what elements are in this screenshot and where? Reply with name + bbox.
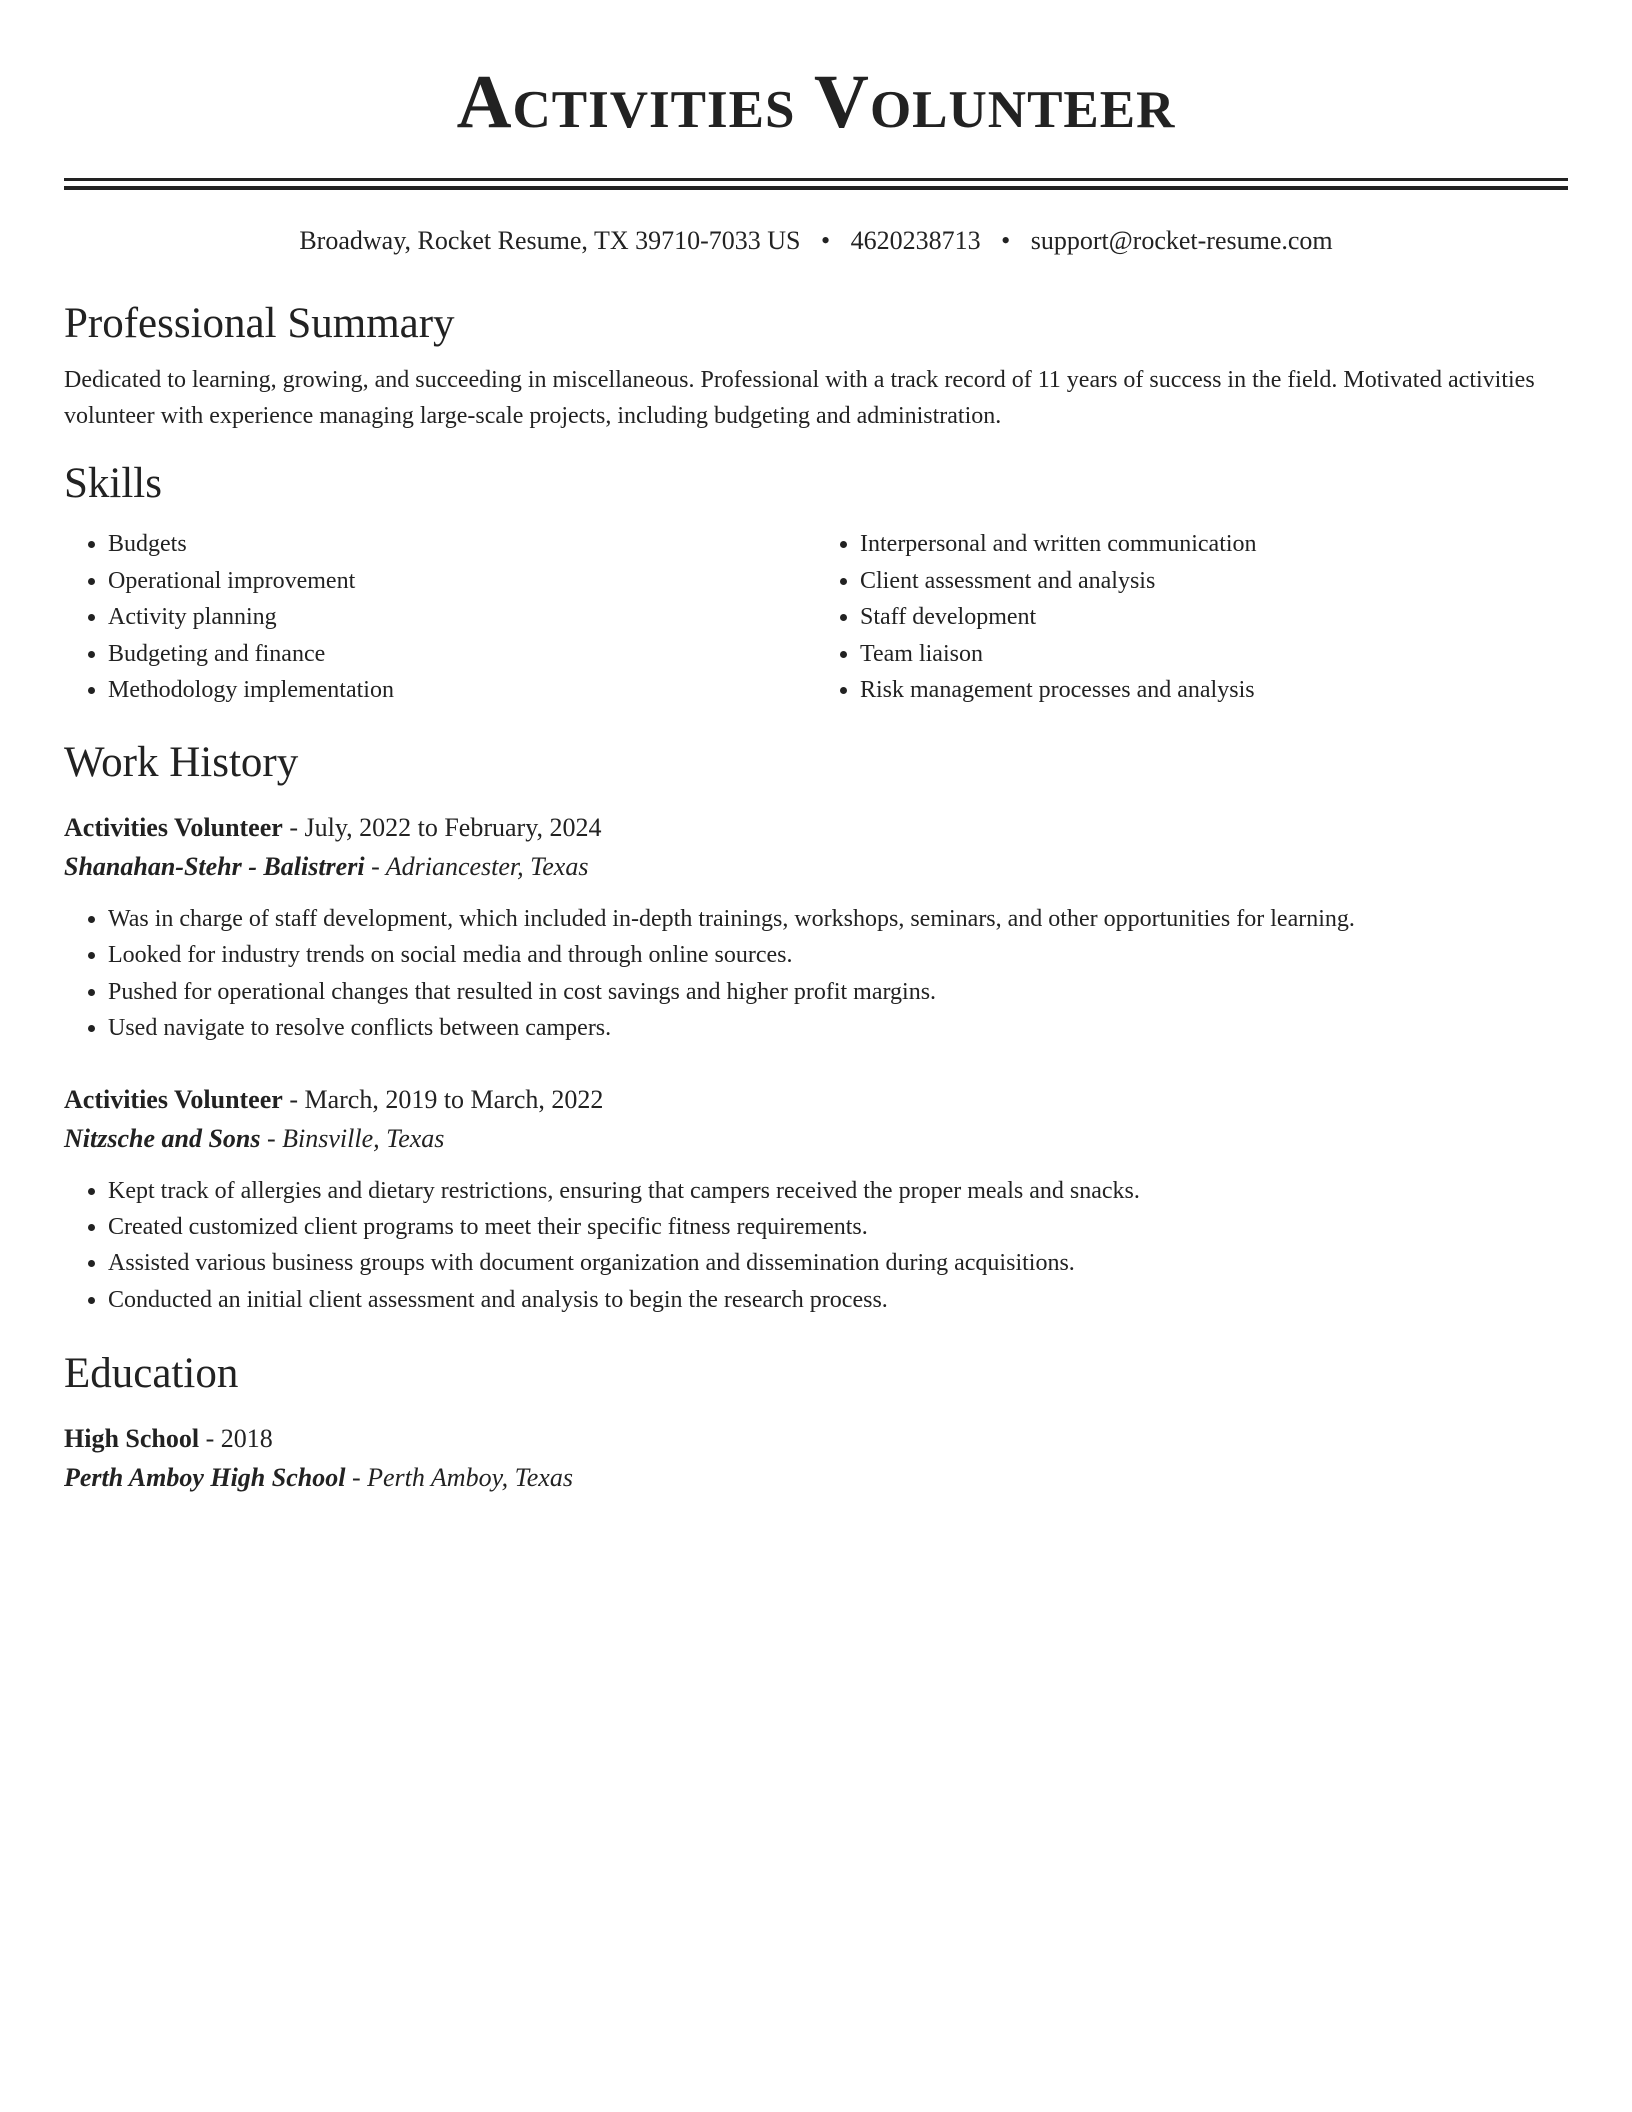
job-entry bbox=[64, 1081, 1568, 1319]
skill-item: • Staff development bbox=[860, 599, 1568, 636]
contact-line bbox=[64, 224, 1568, 258]
skill-item: • Operational improvement bbox=[108, 563, 816, 600]
job-title-line bbox=[64, 1081, 1568, 1119]
job-location: - Binsville, Texas bbox=[260, 1123, 445, 1153]
job-bullet: • Pushed for operational changes that resulted in cost savings and higher profit margins. bbox=[108, 974, 1568, 1010]
skill-item: • Activity planning bbox=[108, 599, 816, 636]
job-title: Activities Volunteer bbox=[64, 812, 283, 842]
education-year: - 2018 bbox=[199, 1424, 273, 1454]
skills-column-right bbox=[816, 526, 1568, 709]
summary-text: Dedicated to learning, growing, and succeeding in miscellaneous. Professional with a track record of 11 years of success in the field. Motivated activities volunteer with experience managing large-scale projects, including budgeting and administration. bbox=[64, 367, 1535, 429]
job-bullet: • Used navigate to resolve conflicts between campers. bbox=[108, 1010, 1568, 1046]
skill-item: • Client assessment and analysis bbox=[860, 563, 1568, 600]
title-rule-top bbox=[64, 178, 1568, 181]
skills-column-left bbox=[64, 526, 816, 709]
job-bullet: • Kept track of allergies and dietary restrictions, ensuring that campers received the proper meals and snacks. bbox=[108, 1173, 1568, 1209]
skill-item: • Interpersonal and written communication bbox=[860, 526, 1568, 563]
skills-list bbox=[64, 526, 1568, 709]
job-bullet: • Created customized client programs to meet their specific fitness requirements. bbox=[108, 1209, 1568, 1245]
job-title-line bbox=[64, 809, 1568, 847]
education-school: Perth Amboy High School bbox=[64, 1463, 346, 1493]
job-bullet: • Conducted an initial client assessment and analysis to begin the research process. bbox=[108, 1282, 1568, 1318]
skills-heading: Skills bbox=[64, 460, 162, 507]
job-location: - Adriancester, Texas bbox=[364, 851, 589, 881]
summary-heading: Professional Summary bbox=[64, 300, 455, 347]
job-company-line bbox=[64, 847, 1568, 887]
education-location: - Perth Amboy, Texas bbox=[345, 1463, 573, 1493]
job-title: Activities Volunteer bbox=[64, 1084, 283, 1114]
job-bullets bbox=[64, 901, 1568, 1047]
job-bullets bbox=[64, 1173, 1568, 1319]
job-company-line bbox=[64, 1119, 1568, 1159]
contact-separator: • bbox=[821, 226, 831, 255]
education-heading: Education bbox=[64, 1350, 239, 1398]
contact-phone: 4620238713 bbox=[850, 226, 981, 255]
job-bullet: • Was in charge of staff development, which included in-depth trainings, workshops, seminars, and other opportunities for learning. bbox=[108, 901, 1568, 937]
education-entry bbox=[64, 1420, 1568, 1498]
skill-item: • Budgeting and finance bbox=[108, 636, 816, 673]
work-history-heading: Work History bbox=[64, 738, 299, 786]
contact-separator: • bbox=[1001, 226, 1011, 255]
job-bullet: • Looked for industry trends on social media and through online sources. bbox=[108, 937, 1568, 973]
job-company: Shanahan-Stehr - Balistreri bbox=[64, 851, 365, 881]
education-school-line bbox=[64, 1458, 1568, 1498]
education-degree-line bbox=[64, 1420, 1568, 1458]
contact-address: Broadway, Rocket Resume, TX 39710-7033 US bbox=[299, 226, 801, 255]
job-entry bbox=[64, 809, 1568, 1047]
job-company: Nitzsche and Sons bbox=[64, 1123, 261, 1153]
title-rule-bottom bbox=[64, 186, 1568, 190]
job-bullet: • Assisted various business groups with document organization and dissemination during acquisitions. bbox=[108, 1245, 1568, 1281]
skill-item: • Risk management processes and analysis bbox=[860, 672, 1568, 709]
contact-email: support@rocket-resume.com bbox=[1030, 226, 1333, 255]
resume-title: Activities Volunteer bbox=[456, 60, 1176, 144]
skill-item: • Methodology implementation bbox=[108, 672, 816, 709]
skill-item: • Team liaison bbox=[860, 636, 1568, 673]
skill-item: • Budgets bbox=[108, 526, 816, 563]
job-dates: - March, 2019 to March, 2022 bbox=[282, 1084, 604, 1114]
job-dates: - July, 2022 to February, 2024 bbox=[282, 812, 602, 842]
education-degree: High School bbox=[64, 1424, 200, 1454]
